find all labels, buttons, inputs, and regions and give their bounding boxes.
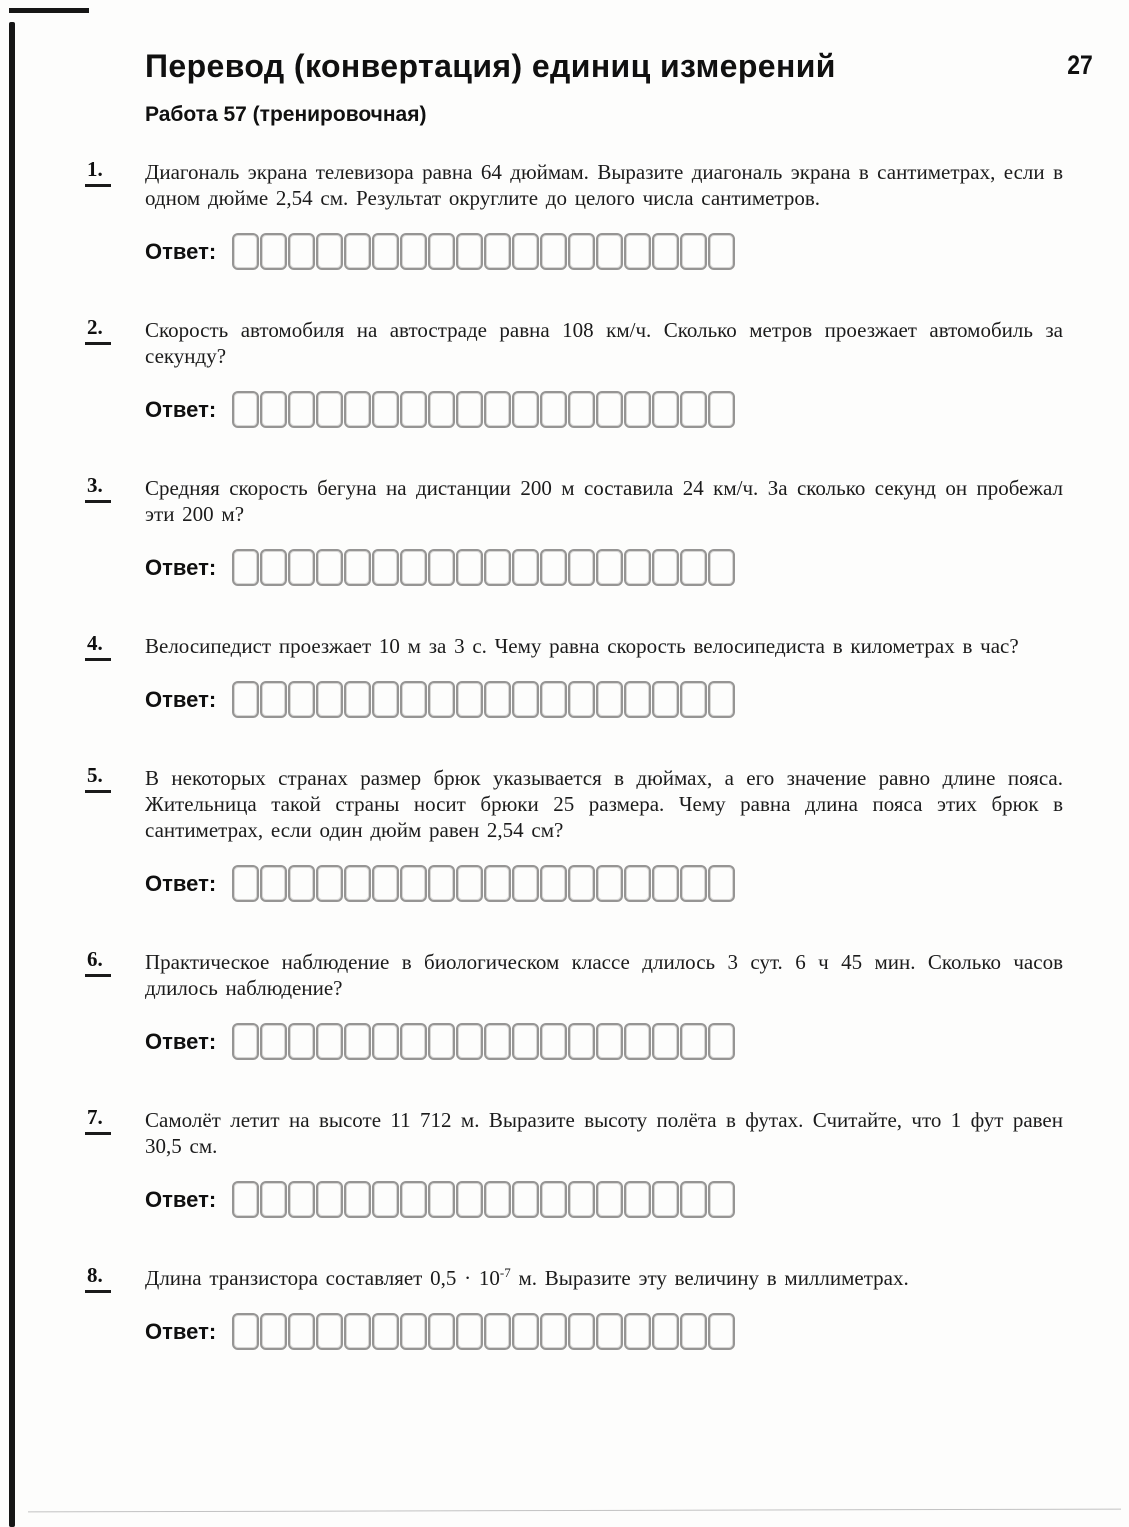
answer-cell bbox=[456, 865, 483, 902]
answer-cell bbox=[484, 1313, 511, 1350]
answer-cell bbox=[680, 1023, 707, 1060]
answer-cell bbox=[484, 681, 511, 718]
answer-cell bbox=[372, 391, 399, 428]
answer-cell bbox=[288, 1313, 315, 1350]
problem-6 bbox=[87, 946, 1063, 1063]
answer-cell bbox=[680, 865, 707, 902]
answer-cell bbox=[288, 1181, 315, 1218]
problem-number: 7. bbox=[85, 1105, 111, 1135]
problem-text: Диагональ экрана телевизора равна 64 дюймам. Выразите диагональ экрана в сантиметрах, если в одном дюйме 2,54 см. Результат округлите до целого числа сантиметров. bbox=[145, 159, 1063, 210]
answer-boxes bbox=[232, 681, 736, 718]
answer-cell bbox=[428, 1181, 455, 1218]
answer-cell bbox=[316, 549, 343, 586]
answer-cell bbox=[540, 549, 567, 586]
problem-number: 8. bbox=[85, 1263, 111, 1293]
answer-cell bbox=[596, 233, 623, 270]
answer-cell bbox=[260, 681, 287, 718]
answer-cell bbox=[260, 233, 287, 270]
answer-row bbox=[145, 1311, 1063, 1353]
answer-boxes bbox=[232, 865, 736, 902]
answer-cell bbox=[596, 1313, 623, 1350]
answer-row bbox=[145, 389, 1063, 431]
answer-cell bbox=[372, 1181, 399, 1218]
problems-list bbox=[0, 156, 1129, 1353]
answer-boxes bbox=[232, 1023, 736, 1060]
answer-cell bbox=[708, 1313, 735, 1350]
answer-label: Ответ: bbox=[145, 238, 217, 264]
scan-binding-edge bbox=[9, 22, 15, 1527]
answer-cell bbox=[596, 1023, 623, 1060]
answer-label: Ответ: bbox=[145, 1186, 217, 1212]
answer-cell bbox=[232, 391, 259, 428]
answer-cell bbox=[372, 681, 399, 718]
answer-cell bbox=[708, 681, 735, 718]
answer-cell bbox=[400, 1313, 427, 1350]
problem-number: 3. bbox=[85, 473, 111, 503]
answer-cell bbox=[624, 865, 651, 902]
problem-number: 6. bbox=[85, 947, 111, 977]
answer-cell bbox=[260, 865, 287, 902]
answer-cell bbox=[708, 1023, 735, 1060]
answer-boxes bbox=[232, 1313, 736, 1350]
answer-row bbox=[145, 231, 1063, 273]
problem-text: Велосипедист проезжает 10 м за 3 с. Чему равна скорость велосипедиста в километрах в час? bbox=[145, 633, 1019, 658]
answer-cell bbox=[400, 391, 427, 428]
answer-cell bbox=[540, 391, 567, 428]
answer-cell bbox=[400, 1023, 427, 1060]
answer-cell bbox=[540, 1023, 567, 1060]
answer-boxes bbox=[232, 549, 736, 586]
answer-cell bbox=[344, 865, 371, 902]
answer-cell bbox=[232, 549, 259, 586]
answer-cell bbox=[624, 391, 651, 428]
answer-cell bbox=[288, 549, 315, 586]
answer-cell bbox=[288, 865, 315, 902]
answer-cell bbox=[540, 1313, 567, 1350]
answer-cell bbox=[680, 681, 707, 718]
answer-cell bbox=[512, 391, 539, 428]
scan-corner-mark bbox=[9, 8, 89, 13]
answer-cell bbox=[568, 233, 595, 270]
answer-cell bbox=[484, 549, 511, 586]
answer-cell bbox=[456, 1313, 483, 1350]
answer-cell bbox=[680, 1181, 707, 1218]
answer-cell bbox=[316, 391, 343, 428]
answer-cell bbox=[344, 391, 371, 428]
answer-cell bbox=[708, 391, 735, 428]
answer-cell bbox=[484, 1023, 511, 1060]
problem-5 bbox=[87, 762, 1063, 905]
answer-label: Ответ: bbox=[145, 870, 217, 896]
answer-cell bbox=[484, 391, 511, 428]
problem-text-part: Длина транзистора составляет 0,5 · 10 bbox=[145, 1265, 500, 1290]
answer-row bbox=[145, 1021, 1063, 1063]
answer-cell bbox=[652, 549, 679, 586]
answer-cell bbox=[512, 1181, 539, 1218]
answer-cell bbox=[428, 549, 455, 586]
problem-4 bbox=[87, 630, 1063, 721]
problem-number: 2. bbox=[85, 315, 111, 345]
answer-cell bbox=[232, 233, 259, 270]
answer-cell bbox=[372, 233, 399, 270]
answer-cell bbox=[232, 1313, 259, 1350]
answer-label: Ответ: bbox=[145, 1028, 217, 1054]
answer-cell bbox=[680, 1313, 707, 1350]
answer-cell bbox=[568, 1023, 595, 1060]
answer-cell bbox=[596, 1181, 623, 1218]
problem-8 bbox=[87, 1262, 1063, 1353]
answer-cell bbox=[316, 233, 343, 270]
answer-cell bbox=[652, 391, 679, 428]
problem-2 bbox=[87, 314, 1063, 431]
problem-text: Самолёт летит на высоте 11 712 м. Выразите высоту полёта в футах. Считайте, что 1 фут равен 30,5 см. bbox=[145, 1107, 1063, 1158]
answer-cell bbox=[288, 233, 315, 270]
answer-cell bbox=[456, 681, 483, 718]
answer-cell bbox=[652, 1313, 679, 1350]
answer-cell bbox=[400, 681, 427, 718]
page-header bbox=[145, 48, 1093, 127]
answer-cell bbox=[260, 391, 287, 428]
answer-cell bbox=[232, 1023, 259, 1060]
answer-cell bbox=[344, 549, 371, 586]
answer-cell bbox=[568, 865, 595, 902]
answer-cell bbox=[372, 1023, 399, 1060]
answer-cell bbox=[456, 233, 483, 270]
problem-text: Практическое наблюдение в биологическом классе длилось 3 сут. 6 ч 45 мин. Сколько часов длилось наблюдение? bbox=[145, 949, 1063, 1000]
answer-cell bbox=[400, 1181, 427, 1218]
answer-cell bbox=[232, 681, 259, 718]
answer-cell bbox=[344, 233, 371, 270]
answer-cell bbox=[428, 681, 455, 718]
answer-cell bbox=[316, 1313, 343, 1350]
answer-cell bbox=[428, 1023, 455, 1060]
problem-text: Средняя скорость бегуна на дистанции 200 м составила 24 км/ч. За сколько секунд он пробежал эти 200 м? bbox=[145, 475, 1063, 526]
answer-cell bbox=[624, 681, 651, 718]
answer-cell bbox=[428, 865, 455, 902]
answer-cell bbox=[400, 549, 427, 586]
answer-boxes bbox=[232, 391, 736, 428]
answer-cell bbox=[512, 1023, 539, 1060]
answer-cell bbox=[512, 865, 539, 902]
answer-cell bbox=[372, 1313, 399, 1350]
problem-text bbox=[145, 1265, 1063, 1291]
answer-cell bbox=[540, 681, 567, 718]
answer-cell bbox=[708, 233, 735, 270]
answer-cell bbox=[260, 1313, 287, 1350]
answer-cell bbox=[624, 549, 651, 586]
answer-cell bbox=[652, 681, 679, 718]
answer-cell bbox=[568, 391, 595, 428]
answer-cell bbox=[372, 865, 399, 902]
problem-number: 4. bbox=[85, 631, 111, 661]
answer-row bbox=[145, 863, 1063, 905]
answer-cell bbox=[456, 391, 483, 428]
answer-cell bbox=[652, 1181, 679, 1218]
answer-cell bbox=[624, 1313, 651, 1350]
answer-boxes bbox=[232, 1181, 736, 1218]
problem-text-part: м. Выразите эту величину в миллиметрах. bbox=[510, 1265, 909, 1290]
answer-cell bbox=[624, 233, 651, 270]
answer-cell bbox=[428, 233, 455, 270]
answer-cell bbox=[484, 865, 511, 902]
problem-7 bbox=[87, 1104, 1063, 1221]
answer-cell bbox=[400, 865, 427, 902]
answer-cell bbox=[400, 233, 427, 270]
answer-cell bbox=[232, 865, 259, 902]
answer-cell bbox=[456, 1181, 483, 1218]
answer-cell bbox=[288, 1023, 315, 1060]
work-subtitle: Работа 57 (тренировочная) bbox=[145, 102, 427, 126]
answer-cell bbox=[540, 1181, 567, 1218]
answer-cell bbox=[540, 865, 567, 902]
answer-cell bbox=[512, 1313, 539, 1350]
answer-cell bbox=[680, 233, 707, 270]
answer-cell bbox=[512, 681, 539, 718]
answer-cell bbox=[316, 681, 343, 718]
answer-row bbox=[145, 547, 1063, 589]
answer-cell bbox=[708, 1181, 735, 1218]
answer-cell bbox=[596, 865, 623, 902]
problem-text: Скорость автомобиля на автостраде равна 108 км/ч. Сколько метров проезжает автомобиль за секунду? bbox=[145, 317, 1063, 368]
answer-cell bbox=[260, 1023, 287, 1060]
answer-cell bbox=[456, 1023, 483, 1060]
answer-cell bbox=[484, 233, 511, 270]
answer-cell bbox=[512, 549, 539, 586]
scan-artifact-line bbox=[28, 1509, 1121, 1513]
answer-cell bbox=[316, 1181, 343, 1218]
answer-cell bbox=[344, 1023, 371, 1060]
answer-cell bbox=[568, 1181, 595, 1218]
problem-3 bbox=[87, 472, 1063, 589]
answer-boxes bbox=[232, 233, 736, 270]
answer-cell bbox=[428, 1313, 455, 1350]
problem-text: В некоторых странах размер брюк указывается в дюймах, а его значение равно длине пояса. Жительница такой страны носит брюки 25 размера. Чему равна длина пояса этих брюк в сантиметрах, если один дюйм равен 2,54 см? bbox=[145, 765, 1063, 842]
answer-cell bbox=[708, 549, 735, 586]
answer-cell bbox=[596, 681, 623, 718]
answer-cell bbox=[428, 391, 455, 428]
answer-label: Ответ: bbox=[145, 1318, 217, 1344]
answer-cell bbox=[316, 865, 343, 902]
problem-number: 5. bbox=[85, 763, 111, 793]
problem-1 bbox=[87, 156, 1063, 273]
answer-label: Ответ: bbox=[145, 554, 217, 580]
answer-cell bbox=[316, 1023, 343, 1060]
answer-cell bbox=[624, 1023, 651, 1060]
problem-number: 1. bbox=[85, 157, 111, 187]
answer-cell bbox=[568, 549, 595, 586]
answer-cell bbox=[680, 391, 707, 428]
answer-cell bbox=[708, 865, 735, 902]
answer-cell bbox=[568, 681, 595, 718]
answer-cell bbox=[652, 233, 679, 270]
answer-cell bbox=[344, 1313, 371, 1350]
answer-cell bbox=[512, 233, 539, 270]
answer-row bbox=[145, 679, 1063, 721]
answer-label: Ответ: bbox=[145, 686, 217, 712]
page-title: Перевод (конвертация) единиц измерений bbox=[145, 48, 836, 84]
answer-cell bbox=[456, 549, 483, 586]
problem-text-superscript: -7 bbox=[499, 1264, 511, 1280]
answer-cell bbox=[484, 1181, 511, 1218]
page-number: 27 bbox=[1067, 50, 1093, 80]
answer-cell bbox=[624, 1181, 651, 1218]
answer-label: Ответ: bbox=[145, 396, 217, 422]
answer-cell bbox=[596, 549, 623, 586]
answer-cell bbox=[680, 549, 707, 586]
answer-cell bbox=[232, 1181, 259, 1218]
answer-cell bbox=[260, 549, 287, 586]
answer-cell bbox=[568, 1313, 595, 1350]
answer-cell bbox=[260, 1181, 287, 1218]
answer-cell bbox=[372, 549, 399, 586]
answer-cell bbox=[596, 391, 623, 428]
answer-cell bbox=[288, 391, 315, 428]
answer-cell bbox=[288, 681, 315, 718]
answer-cell bbox=[652, 865, 679, 902]
answer-cell bbox=[540, 233, 567, 270]
answer-cell bbox=[652, 1023, 679, 1060]
answer-row bbox=[145, 1179, 1063, 1221]
answer-cell bbox=[344, 1181, 371, 1218]
answer-cell bbox=[344, 681, 371, 718]
